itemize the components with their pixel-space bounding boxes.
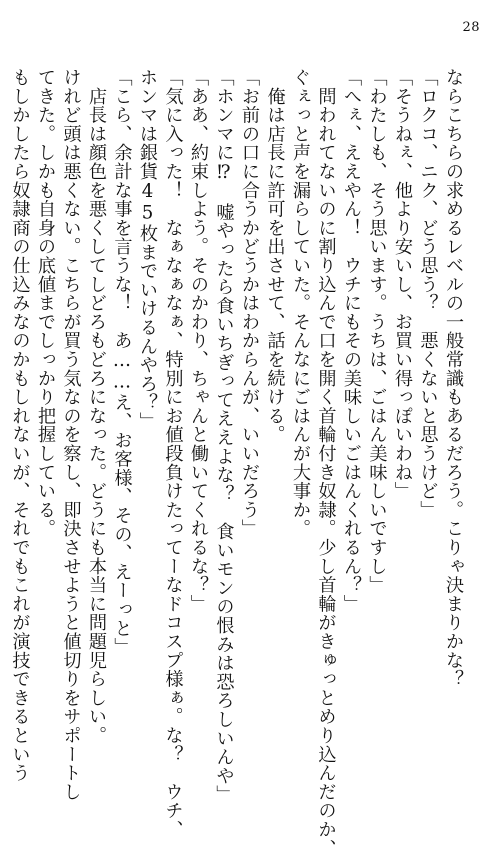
text-line: 「こら、余計な事を言うな！ あ……え、お客様、その、えーっと」: [111, 68, 133, 657]
text-line: 「ロクコ、ニク、どう思う？ 悪くないと思うけど」: [417, 68, 439, 520]
text-line: 店長は顔色を悪くしてしどろもどろになった。どうにも本当に問題児らしい。: [86, 68, 107, 745]
text-line: 「わたしも、そう思います。うちは、ごはん美味しいですし」: [366, 68, 388, 595]
text-line: けれど頭は悪くない。こちらが買う気なのを察し、即決させようと値切りをサポートし: [60, 68, 82, 802]
text-line: ならこちらの求めるレベルの一般常識もあるだろう。こりゃ決まりかな？: [443, 68, 464, 689]
text-line: 「そうねぇ、他より安いし、お買い得っぽいわね」: [392, 68, 413, 501]
text-line: 「ああ、約束しよう。そのかわり、ちゃんと働いてくれるな？」: [188, 68, 209, 614]
text-line: 「ホンマに⁉ 嘘やったら食いちぎってええよな？ 食いモンの恨みは恐ろしいんや」: [213, 68, 235, 804]
text-line: てきた。しかも自身の底値までしっかり把握している。: [35, 68, 56, 538]
text-line: ホンマは銀貨45枚までいけるんやろ？」: [137, 68, 158, 431]
text-line: 問われてないのに割り込んで口を開く首輪付き奴隷。少し首輪がきゅっとめり込んだのか、: [315, 68, 337, 858]
novel-text-body: [7, 68, 466, 858]
text-line: 「へぇ、ええやん！ ウチにもその美味しいごはんくれるん？」: [341, 68, 362, 614]
page-number: 28: [462, 20, 480, 35]
text-line: 「お前の口に合うかどうかはわからんが、いいだろう」: [239, 68, 260, 538]
text-line: もしかしたら奴隷商の仕込みなのかもしれないが、それでもこれが演技できるという: [9, 68, 31, 783]
text-line: ぐぇっと声を漏らしていた。そんなにごはんが大事か。: [290, 68, 311, 538]
text-line: 「気に入った！ なぁなぁなぁ、特別にお値段負けたってーなドコスプ様ぁ。な？ ウチ、: [162, 68, 184, 839]
text-line: 俺は店長に許可を出させて、話を続ける。: [264, 68, 286, 444]
